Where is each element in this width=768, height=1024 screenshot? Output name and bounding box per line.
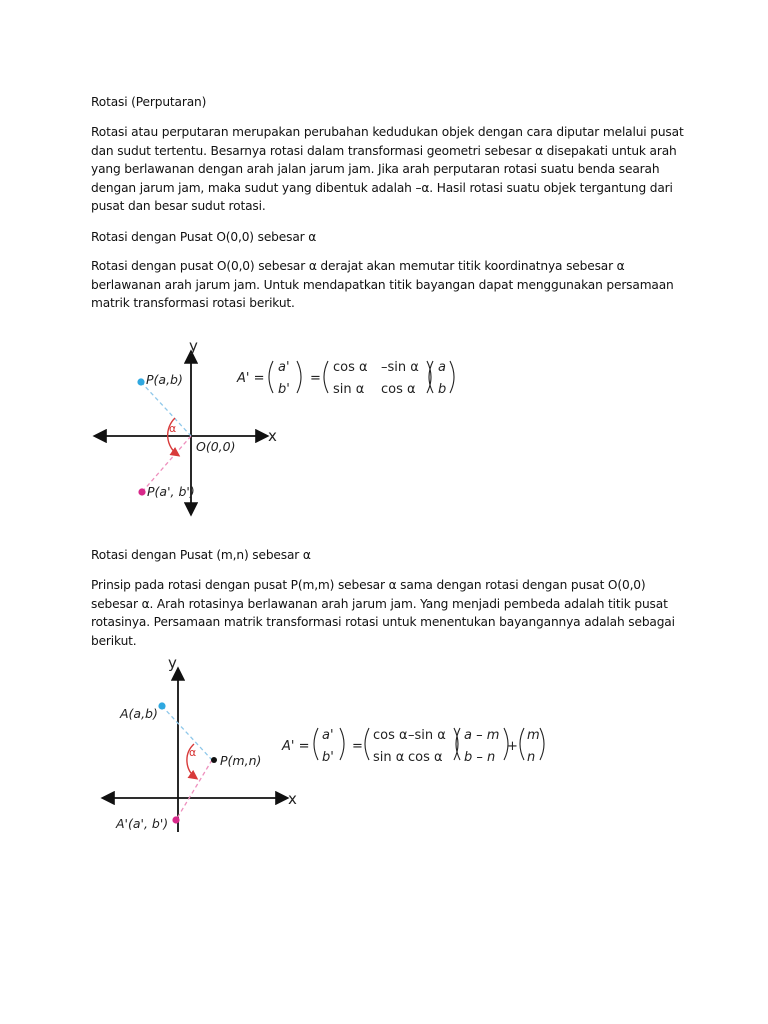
paragraph-rotasi-pusat-o: Rotasi dengan pusat O(0,0) sebesar α derajat akan memutar titik koordinatnya sebesar α berlawanan arah jarum jam. Untuk mendapatkan titik bayangan dapat menggunakan persamaan matrik transformasi rotasi berikut. [91, 259, 674, 311]
vec-add-n: n [527, 750, 536, 765]
heading-rotasi-pusat-mn: Rotasi dengan Pusat (m,n) sebesar α [91, 548, 311, 562]
vec-out-a-2: a' [322, 728, 334, 743]
label-point-p: P(a,b) [146, 372, 183, 387]
label-origin: O(0,0) [196, 439, 236, 454]
heading-rotasi-pusat-o: Rotasi dengan Pusat O(0,0) sebesar α [91, 230, 317, 244]
vec2-in-b: b – n [464, 750, 496, 765]
segment-op [141, 382, 191, 436]
vec-out-a: a' [278, 360, 290, 375]
label-alpha: α [169, 422, 177, 435]
segment-ap [162, 706, 212, 760]
label-point-a: A(a,b) [120, 706, 158, 721]
rotation-matrix-equation [236, 360, 431, 397]
matrix2-neg-sin: –sin α [408, 728, 446, 743]
vec-out-b-2: b' [322, 750, 334, 765]
label-alpha-2: α [189, 746, 197, 759]
matrix2-sin: sin α [373, 750, 405, 765]
figure-rotation-center [100, 650, 560, 840]
point-a [158, 702, 165, 709]
label-center: P(m,n) [220, 753, 262, 768]
heading-rotasi: Rotasi (Perputaran) [91, 95, 207, 109]
matrix-sin: sin α [333, 382, 365, 397]
matrix-cos-2: cos α [381, 382, 416, 397]
vec-in-a: a [438, 360, 446, 375]
vec-in-b: b [438, 382, 447, 397]
lhs-a-prime-2: A' = [282, 739, 310, 754]
lhs-a-prime: A' = [237, 371, 265, 386]
label-y-axis: y [189, 337, 198, 355]
matrix-neg-sin: –sin α [381, 360, 419, 375]
vec-add-m: m [527, 728, 540, 743]
figure-rotation-origin [90, 335, 450, 520]
matrix-cos-1: cos α [333, 360, 368, 375]
vec-out-b: b' [278, 382, 290, 397]
plus-sign: + [507, 739, 518, 754]
point-p [137, 378, 144, 385]
segment-ap-prime [176, 760, 212, 820]
vector-input-1 [425, 355, 465, 405]
label-point-a-prime: A'(a', b') [116, 816, 169, 831]
rotation-matrix-equation-2 [281, 728, 544, 765]
label-point-p-prime: P(a', b') [147, 484, 195, 499]
paragraph-rotasi-pusat-mn: Prinsip pada rotasi dengan pusat P(m,m) sebesar α sama dengan rotasi dengan pusat O(0,0) sebesar α. Arah rotasinya berlawanan arah jarum jam. Yang menjadi pembeda adalah titik pusat rotasinya. Persamaan matrik transformasi rotasi untuk menentukan bayangannya adalah sebagai berikut. [91, 578, 675, 648]
label-y-axis-2: y [168, 654, 177, 672]
point-center [211, 757, 217, 763]
label-x-axis: x [268, 427, 277, 445]
svg-text:=: = [352, 739, 363, 754]
svg-text:=: = [310, 371, 321, 386]
vec2-in-a: a – m [464, 728, 500, 743]
label-x-axis-2: x [288, 790, 297, 808]
paragraph-rotasi-intro: Rotasi atau perputaran merupakan perubahan kedudukan objek dengan cara diputar melalui pusat dan sudut tertentu. Besarnya rotasi dalam transformasi geometri sebesar α disepakati untuk arah yang berlawanan dengan arah jalan jarum jam. Jika arah perputaran rotasi suatu benda searah dengan jarum jam, maka sudut yang dibentuk adalah –α. Hasil rotasi suatu objek tergantung dari pusat dan besar sudut rotasi. [91, 125, 684, 214]
point-a-prime [172, 816, 179, 823]
matrix2-cos-1: cos α [373, 728, 408, 743]
point-p-prime [138, 488, 145, 495]
matrix2-cos-2: cos α [408, 750, 443, 765]
